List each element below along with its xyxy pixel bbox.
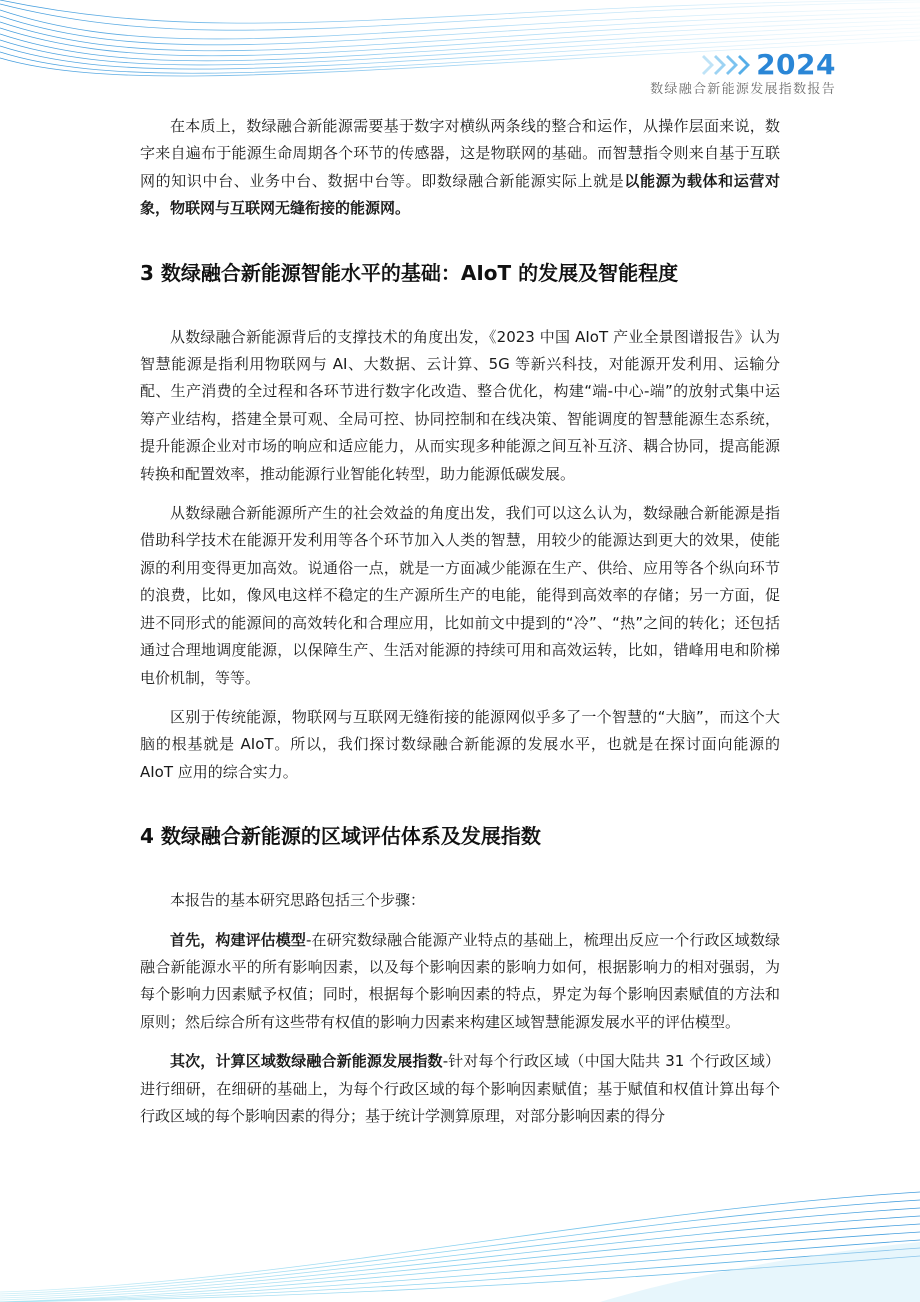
paragraph-step-one <box>140 927 780 1037</box>
step-one-text: -在研究数绿融合能源产业特点的基础上，梳理出反应一个行政区域数绿融合新能源水平的所有影响因素，以及每个影响因素的影响力如何，根据影响力的相对强弱，为每个影响力因素赋予权值；同时，根据每个影响因素的特点，界定为每个影响因素赋值的方法和原则；然后综合所有这些带有权值的影响力因素来构建区域智慧能源发展水平的评估模型。 <box>140 930 780 1031</box>
step-two-text: -针对每个行政区域（中国大陆共 31 个行政区域）进行细研，在细研的基础上，为每个行政区域的每个影响因素赋值；基于赋值和权值计算出每个行政区域的每个影响因素的得分；基于统计学测算原理，对部分影响因素的得分 <box>140 1052 780 1125</box>
paragraph-aiot-definition: 从数绿融合新能源背后的支撑技术的角度出发，《2023 中国 AIoT 产业全景图谱报告》认为智慧能源是指利用物联网与 AI、大数据、云计算、5G 等新兴科技，对能源开发利用、运输分配、生产消费的全过程和各环节进行数字化改造、整合优化，构建“端-中心-端”的放射式集中运筹产业结构，搭建全景可观、全局可控、协同控制和在线决策、智能调度的智慧能源生态系统，提升能源企业对市场的响应和适应能力，从而实现多种能源之间互补互济、耦合协同，提高能源转换和配置效率，推动能源行业智能化转型，助力能源低碳发展。 <box>140 327 780 483</box>
paragraph-social-benefit: 从数绿融合新能源所产生的社会效益的角度出发，我们可以这么认为，数绿融合新能源是指借助科学技术在能源开发利用等各个环节加入人类的智慧，用较少的能源达到更大的效果，使能源的利用变得更加高效。说通俗一点，就是一方面减少能源在生产、供给、应用等各个纵向环节的浪费，比如，像风电这样不稳定的生产源所生产的电能，能得到高效率的存储；另一方面，促进不同形式的能源间的高效转化和合理应用，比如前文中提到的“冷”、“热”之间的转化；还包括通过合理地调度能源，以保障生产、生活对能源的持续可用和高效运转，比如，错峰用电和阶梯电价机制，等等。 <box>140 504 780 687</box>
paragraph-essence <box>140 113 780 223</box>
paragraph-brain: 区别于传统能源，物联网与互联网无缝衔接的能源网似乎多了一个智慧的“大脑”，而这个大脑的根基就是 AIoT。所以，我们探讨数绿融合新能源的发展水平，也就是在探讨面向能源的 AIoT 应用的综合实力。 <box>140 707 780 781</box>
report-brand <box>702 48 836 81</box>
step-two-title: 其次，计算区域数绿融合新能源发展指数 <box>170 1052 443 1071</box>
section-heading-4: 4 数绿融合新能源的区域评估体系及发展指数 <box>140 824 541 849</box>
chevron-group <box>702 53 750 77</box>
step-one-title: 首先，构建评估模型 <box>170 930 307 949</box>
paragraph-text: 在本质上，数绿融合新能源需要基于数字对横纵两条线的整合和运作，从操作层面来说，数字来自遍布于能源生命周期各个环节的传感器，这是物联网的基础。而智慧指令则来自基于互联网的知识中台、业务中台、数据中台等。即数绿融合新能源实际上就是 <box>140 117 780 190</box>
paragraph-steps-intro: 本报告的基本研究思路包括三个步骤： <box>170 891 426 910</box>
report-subtitle: 数绿融合新能源发展指数报告 <box>650 82 836 97</box>
section-heading-3: 3 数绿融合新能源智能水平的基础：AIoT 的发展及智能程度 <box>140 260 679 285</box>
page-body <box>140 113 780 1142</box>
chevron-right-icon <box>738 53 752 77</box>
bottom-wave-decoration <box>0 1182 920 1302</box>
paragraph-emphasis: 以能源为载体和运营对象，物联网与互联网无缝衔接的能源网。 <box>140 171 780 218</box>
report-year: 2024 <box>756 48 836 81</box>
paragraph-step-two <box>140 1048 780 1130</box>
